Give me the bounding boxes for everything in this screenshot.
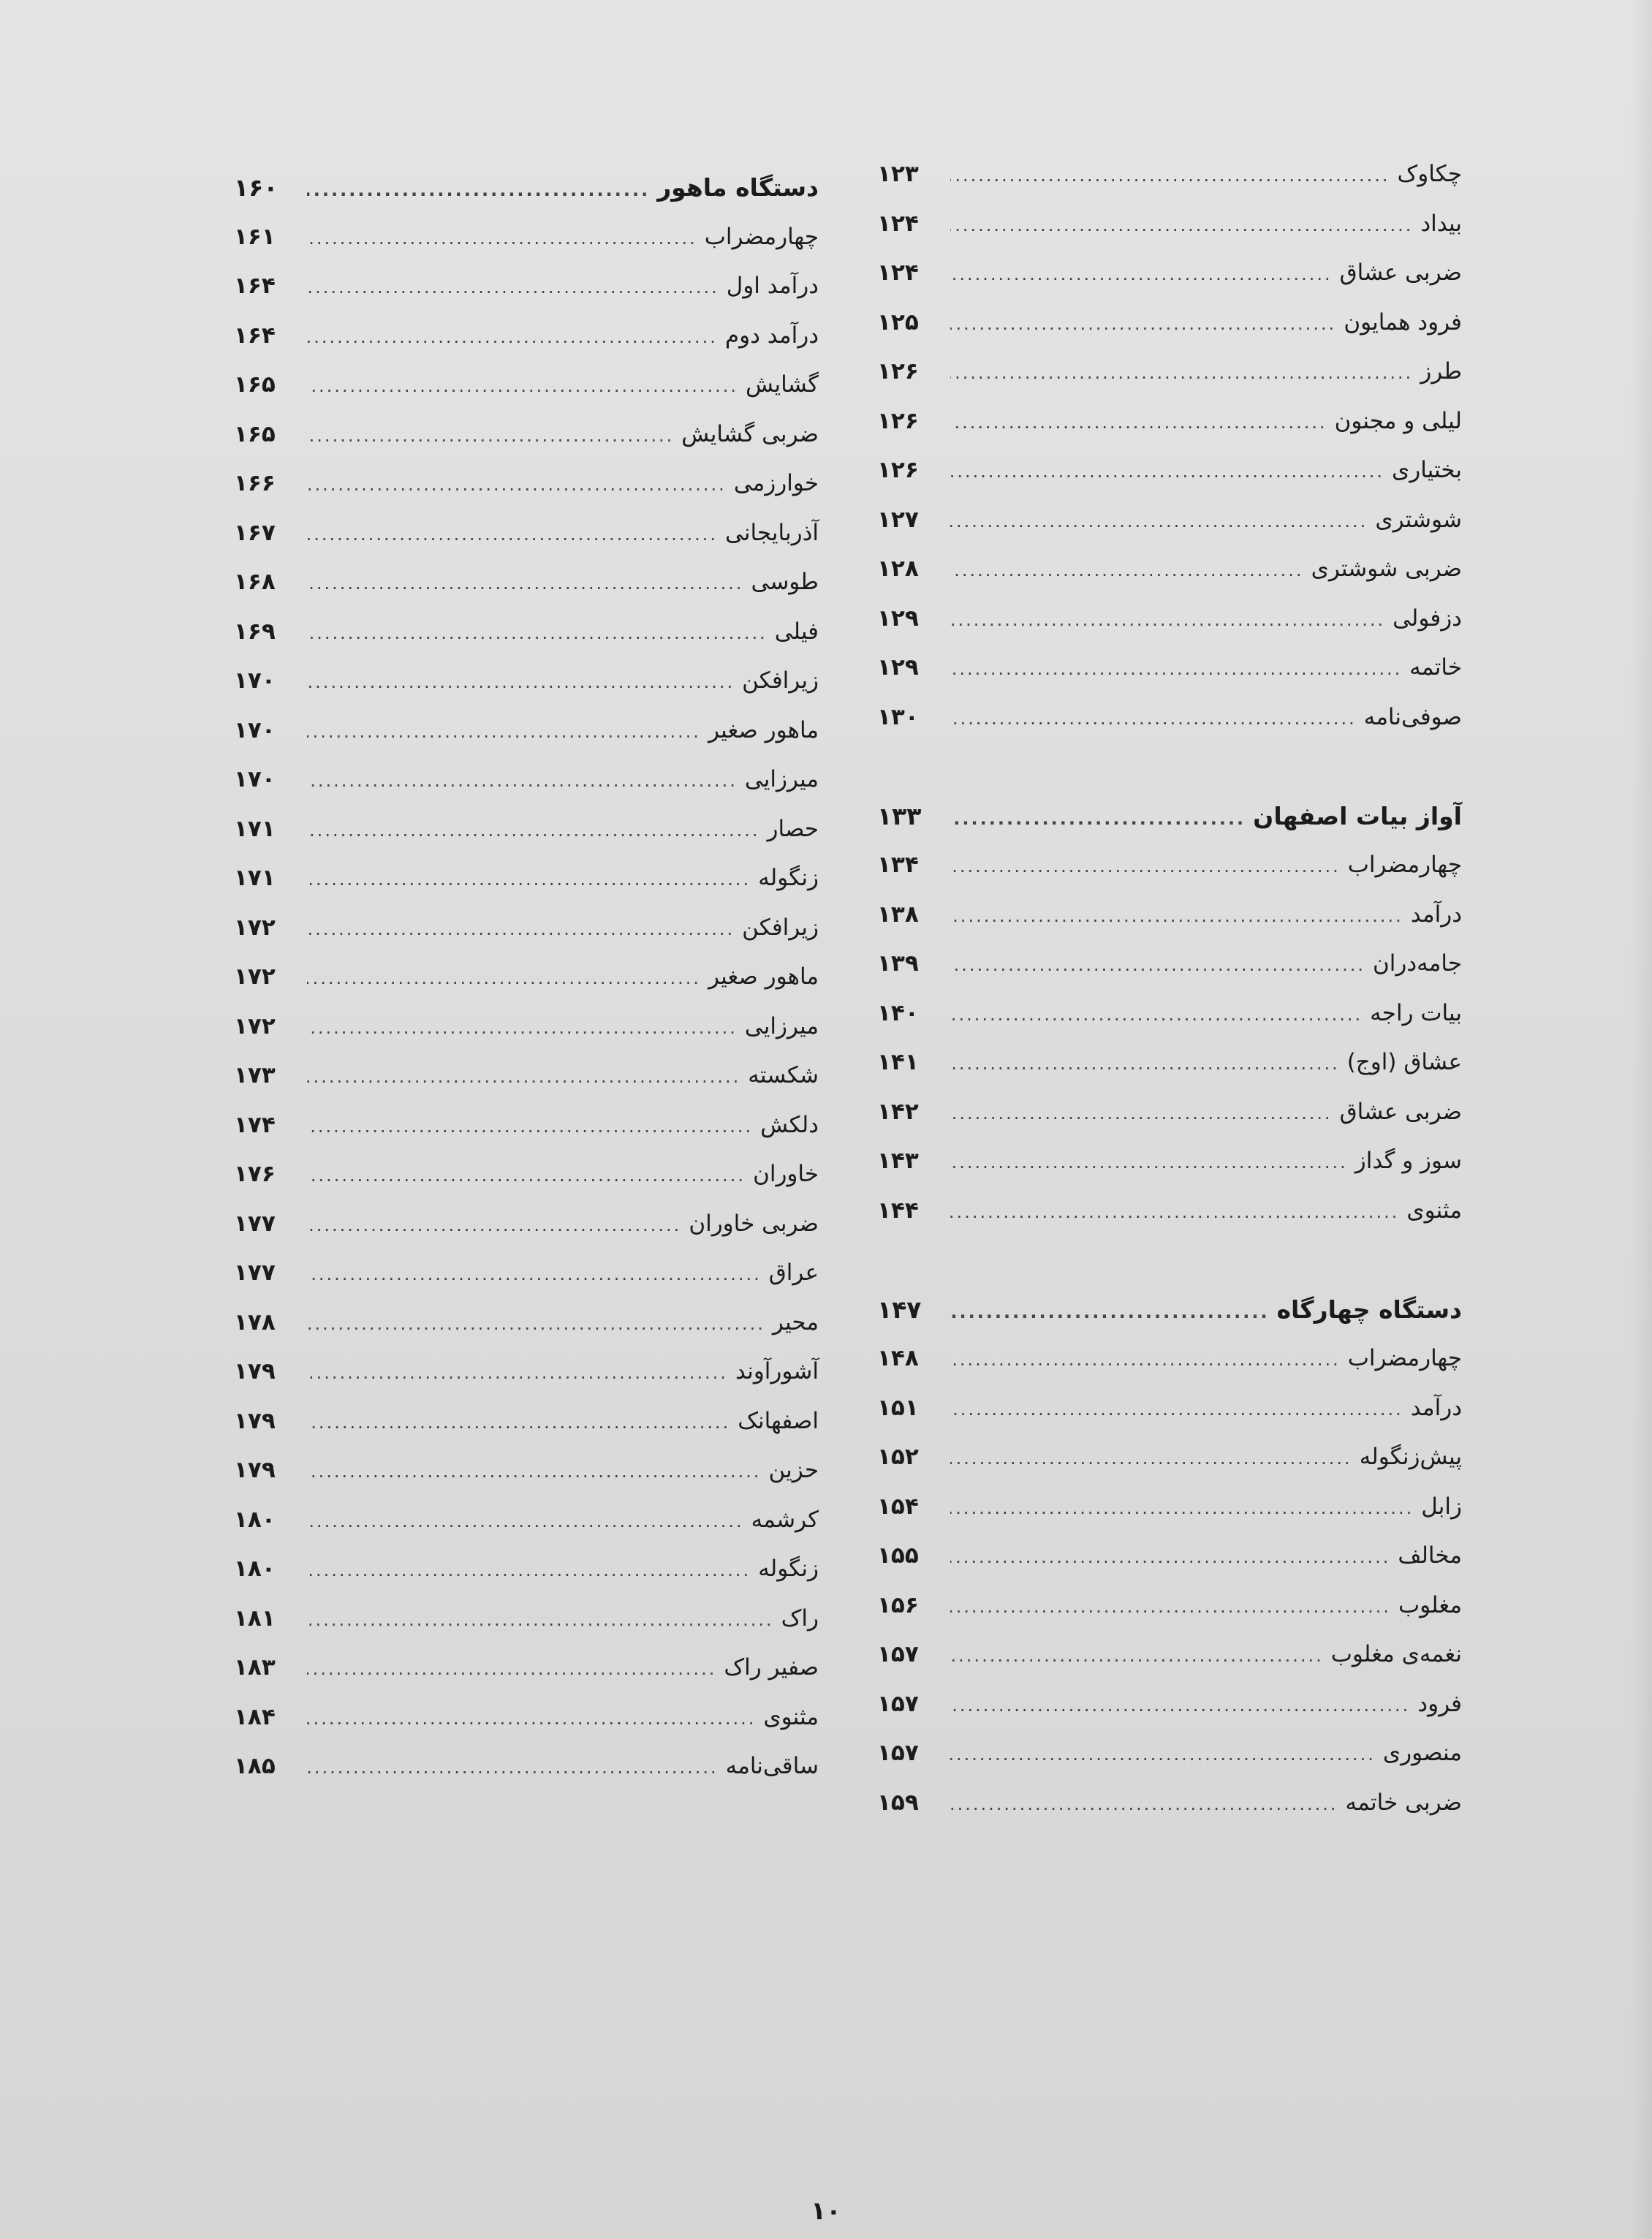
dot-leader [307, 1596, 774, 1645]
dot-leader [950, 1730, 1376, 1780]
toc-entry-title: درآمد اول [726, 273, 819, 299]
toc-entry-title: صوفی‌نامه [1363, 703, 1462, 730]
toc-entry-title: لیلی و مجنون [1334, 407, 1462, 434]
dot-leader [307, 559, 743, 609]
toc-entry-title: چهارمضراب [1347, 852, 1462, 878]
dot-leader [950, 645, 1402, 694]
toc-entry-title: فرود همایون [1344, 308, 1462, 336]
toc-entry-title: درآمد [1410, 1394, 1462, 1421]
toc-entry-page: ۱۷۷ [234, 1210, 276, 1237]
dot-leader [307, 1300, 765, 1349]
toc-entry-title: عراق [768, 1259, 819, 1286]
dot-leader [307, 461, 727, 510]
dot-leader [950, 892, 1403, 942]
toc-entry-page: ۱۶۱ [234, 223, 276, 250]
toc-entry-title: سوز و گداز [1354, 1148, 1462, 1174]
toc-entry-page: ۱۴۰ [877, 999, 919, 1026]
toc-entry-title: نغمه‌ی مغلوب [1330, 1641, 1462, 1667]
toc-entry [877, 1137, 1462, 1186]
dot-leader [307, 1349, 728, 1398]
toc-entry-title: چهارمضراب [1347, 1345, 1462, 1371]
dot-leader [307, 1102, 753, 1152]
toc-entry-page: ۱۷۷ [234, 1259, 276, 1286]
dot-leader [950, 990, 1363, 1040]
dot-leader [307, 1694, 756, 1744]
toc-entry-title: منصوری [1382, 1740, 1462, 1766]
toc-entry [234, 1101, 819, 1151]
dot-leader [307, 1004, 738, 1053]
toc-entry-page: ۱۵۴ [877, 1493, 919, 1520]
toc-entry [877, 1088, 1462, 1137]
toc-entry-title: کرشمه [751, 1506, 819, 1533]
toc-entry [234, 1545, 819, 1594]
toc-entry-title: فرود [1417, 1690, 1462, 1717]
toc-entry-title: حزین [768, 1457, 819, 1483]
toc-entry-page: ۱۳۸ [877, 901, 919, 928]
toc-entry-page: ۱۸۱ [234, 1605, 276, 1632]
dot-leader [307, 412, 674, 461]
dot-leader [950, 1780, 1338, 1830]
dot-leader [307, 1645, 716, 1694]
toc-entry-page: ۱۷۰ [234, 716, 276, 743]
toc-entry-title: فیلی [774, 618, 819, 645]
toc-entry-title: شکسته [748, 1062, 819, 1088]
toc-entry-title: ضربی خاوران [689, 1210, 819, 1237]
toc-entry-title: بیداد [1420, 210, 1462, 237]
toc-entry-page: ۱۲۹ [877, 605, 919, 632]
toc-entry-page: ۱۶۵ [234, 371, 276, 398]
toc-entry [234, 509, 819, 558]
toc-entry-title: چهارمضراب [704, 223, 819, 250]
toc-entry [234, 213, 819, 262]
toc-entry [877, 1038, 1462, 1088]
toc-entry [234, 1643, 819, 1693]
dot-leader [950, 447, 1384, 497]
toc-entry-title: ماهور صغیر [708, 716, 819, 743]
toc-entry [234, 1446, 819, 1496]
toc-entry-page: ۱۵۹ [877, 1789, 919, 1816]
dot-leader [950, 1484, 1414, 1534]
toc-entry-page: ۱۷۴ [234, 1111, 276, 1138]
toc-entry-page: ۱۷۳ [234, 1062, 276, 1088]
toc-entry [234, 410, 819, 460]
toc-entry-page: ۱۶۵ [234, 420, 276, 447]
toc-entry-page: ۱۲۶ [877, 407, 919, 434]
toc-entry [877, 200, 1462, 249]
dot-leader [307, 362, 738, 412]
dot-leader [950, 1434, 1352, 1484]
toc-entry-page: ۱۶۸ [234, 569, 276, 595]
toc-entry-page: ۱۳۰ [877, 703, 919, 730]
toc-entry-page: ۱۴۷ [877, 1295, 922, 1324]
toc-entry [234, 1249, 819, 1298]
toc-entry-page: ۱۳۳ [877, 801, 922, 830]
dot-leader [307, 1151, 746, 1201]
toc-entry-title: راک [781, 1605, 819, 1632]
dot-leader [950, 250, 1333, 300]
toc-entry [877, 939, 1462, 989]
toc-entry [234, 607, 819, 657]
toc-entry-title: بیات راجه [1370, 999, 1462, 1026]
dot-leader [307, 609, 768, 659]
toc-entry-page: ۱۲۴ [877, 259, 919, 286]
dot-leader [307, 1250, 762, 1300]
toc-entry [234, 1150, 819, 1200]
dot-leader [950, 842, 1341, 892]
dot-leader [307, 1201, 681, 1251]
toc-entry-page: ۱۵۱ [877, 1394, 919, 1421]
toc-entry-title: طوسی [751, 569, 819, 595]
toc-entry [877, 545, 1462, 594]
toc-entry-page: ۱۶۴ [234, 322, 276, 349]
toc-entry-title: خاتمه [1409, 654, 1462, 681]
dot-leader [950, 546, 1304, 596]
toc-entry-page: ۱۴۸ [877, 1345, 919, 1371]
toc-entry-title: حصار [767, 815, 819, 842]
toc-entry [877, 1729, 1462, 1778]
dot-leader [307, 1546, 751, 1596]
toc-entry [234, 1347, 819, 1397]
dot-leader [950, 1089, 1333, 1139]
toc-section-heading [877, 1285, 1462, 1335]
toc-entry [877, 1186, 1462, 1236]
toc-entry-page: ۱۸۵ [234, 1753, 276, 1779]
toc-entry-page: ۱۷۲ [234, 914, 276, 941]
page-number: ۱۰ [811, 2197, 841, 2226]
toc-entry-page: ۱۷۹ [234, 1407, 276, 1434]
dot-leader [307, 166, 650, 216]
dot-leader [950, 497, 1368, 547]
dot-leader [950, 1385, 1403, 1435]
toc-entry-page: ۱۵۷ [877, 1740, 919, 1766]
toc-entry-title: دستگاه ماهور [657, 173, 819, 202]
dot-leader [950, 596, 1385, 645]
toc-entry-page: ۱۲۳ [877, 161, 919, 187]
toc-entry-page: ۱۸۰ [234, 1556, 276, 1582]
toc-entry-page: ۱۷۰ [234, 766, 276, 792]
toc-entry-title: پیش‌زنگوله [1359, 1444, 1462, 1470]
toc-entry-title: آواز بیات اصفهان [1253, 801, 1462, 830]
dot-leader [307, 313, 718, 363]
toc-entry-page: ۱۳۹ [877, 950, 919, 977]
toc-entry [234, 1693, 819, 1743]
toc-entry-title: گشایش [745, 371, 819, 398]
toc-entry [877, 347, 1462, 397]
toc-entry-title: میرزایی [744, 766, 819, 792]
dot-leader [950, 300, 1336, 349]
toc-entry-title: درآمد دوم [724, 322, 819, 349]
toc-entry [234, 1298, 819, 1348]
toc-entry-title: شوشتری [1375, 506, 1462, 533]
toc-entry-title: مخالف [1398, 1542, 1462, 1569]
toc-entry [234, 1200, 819, 1249]
dot-leader [950, 1288, 1270, 1338]
toc-entry-page: ۱۸۴ [234, 1703, 276, 1730]
dot-leader [950, 1632, 1324, 1681]
toc-entry [234, 706, 819, 756]
toc-entry-page: ۱۷۹ [234, 1457, 276, 1483]
toc-entry-page: ۱۴۴ [877, 1197, 919, 1224]
toc-entry-title: جامه‌دران [1373, 950, 1462, 977]
dot-leader [307, 806, 760, 856]
toc-entry-title: زیرافکن [742, 914, 819, 941]
toc-entry-title: اصفهانک [738, 1407, 819, 1434]
toc-entry [234, 360, 819, 410]
toc-entry-page: ۱۲۶ [877, 457, 919, 483]
toc-entry-page: ۱۳۴ [877, 852, 919, 878]
toc-entry-page: ۱۸۳ [234, 1654, 276, 1681]
toc-entry [877, 249, 1462, 298]
toc-entry [234, 311, 819, 361]
dot-leader [307, 658, 735, 708]
toc-entry-title: ساقی‌نامه [725, 1753, 819, 1779]
toc-entry [877, 446, 1462, 496]
toc-entry-title: دزفولی [1393, 605, 1462, 632]
toc-entry-page: ۱۷۲ [234, 963, 276, 990]
toc-entry [877, 1531, 1462, 1581]
toc-entry-title: زنگوله [758, 1556, 819, 1582]
toc-entry [877, 150, 1462, 200]
toc-entry [234, 1397, 819, 1447]
toc-entry-page: ۱۶۰ [234, 173, 279, 202]
dot-leader [307, 263, 719, 313]
toc-entry-title: زنگوله [758, 865, 819, 891]
toc-entry-title: محیر [772, 1308, 819, 1336]
toc-entry-title: زیرافکن [742, 667, 819, 694]
toc-entry-page: ۱۷۱ [234, 865, 276, 891]
toc-entry-page: ۱۷۱ [234, 815, 276, 842]
toc-entry [877, 496, 1462, 545]
toc-entry-title: آذربایجانی [724, 519, 819, 546]
toc-entry [877, 693, 1462, 743]
dot-leader [307, 905, 735, 955]
toc-entry-page: ۱۷۶ [234, 1161, 276, 1187]
toc-entry-title: ضربی عشاق [1339, 259, 1462, 286]
toc-entry-title: بختیاری [1391, 457, 1462, 483]
toc-entry [234, 558, 819, 607]
toc-entry-title: دستگاه چهارگاه [1276, 1295, 1462, 1324]
toc-entry-page: ۱۴۳ [877, 1148, 919, 1174]
page-edge-shadow [1630, 0, 1652, 2239]
toc-entry [877, 1482, 1462, 1532]
toc-entry-page: ۱۶۶ [234, 470, 276, 496]
toc-entry [234, 459, 819, 509]
dot-leader [950, 1533, 1390, 1583]
toc-entry-page: ۱۷۲ [234, 1012, 276, 1039]
toc-entry-page: ۱۲۴ [877, 210, 919, 237]
toc-entry-title: مثنوی [763, 1703, 819, 1730]
dot-leader [950, 1336, 1341, 1385]
toc-entry-title: میرزایی [744, 1012, 819, 1039]
toc-section-gap [877, 1235, 1462, 1285]
toc-entry-title: مغلوب [1398, 1591, 1462, 1618]
toc-entry-page: ۱۷۰ [234, 667, 276, 694]
dot-leader [307, 1398, 730, 1448]
toc-entry [877, 1581, 1462, 1631]
dot-leader [950, 694, 1357, 744]
toc-entry-page: ۱۵۵ [877, 1542, 919, 1569]
toc-entry [877, 1433, 1462, 1482]
dot-leader [307, 510, 718, 560]
toc-entry [234, 854, 819, 903]
toc-section-gap [877, 742, 1462, 792]
toc-entry-title: آشورآوند [735, 1358, 819, 1384]
toc-entry [877, 890, 1462, 940]
toc-entry [234, 1594, 819, 1644]
dot-leader [950, 151, 1390, 201]
dot-leader [307, 954, 701, 1004]
dot-leader [950, 941, 1365, 990]
toc-entry-page: ۱۵۲ [877, 1444, 919, 1470]
toc-entry-page: ۱۲۹ [877, 654, 919, 681]
toc-entry [877, 1384, 1462, 1433]
toc-entry [877, 1778, 1462, 1828]
toc-entry-page: ۱۶۹ [234, 618, 276, 645]
toc-entry-page: ۱۲۷ [877, 506, 919, 533]
toc-entry [234, 952, 819, 1002]
toc-entry-page: ۱۲۵ [877, 308, 919, 336]
toc-entry-page: ۱۷۸ [234, 1308, 276, 1336]
toc-entry-title: ضربی عشاق [1339, 1098, 1462, 1125]
toc-entry-page: ۱۵۷ [877, 1690, 919, 1717]
dot-leader [950, 349, 1413, 398]
toc-entry [877, 594, 1462, 644]
toc-entry [877, 643, 1462, 693]
toc-column-right [877, 150, 1462, 1827]
toc-entry-title: عشاق (اوج) [1346, 1049, 1462, 1075]
toc-entry [877, 1680, 1462, 1730]
toc-entry-page: ۱۴۱ [877, 1049, 919, 1075]
toc-entry-title: زابل [1421, 1493, 1462, 1520]
toc-entry [234, 805, 819, 855]
toc-entry [877, 397, 1462, 447]
toc-entry-page: ۱۷۹ [234, 1358, 276, 1384]
toc-entry-title: چکاوک [1397, 161, 1462, 187]
toc-entry-page: ۱۵۶ [877, 1591, 919, 1618]
toc-entry-title: دلکش [760, 1111, 819, 1138]
toc-entry [877, 841, 1462, 890]
toc-section-heading [234, 163, 819, 213]
toc-entry-title: درآمد [1410, 901, 1462, 928]
toc-entry [234, 1051, 819, 1101]
toc-entry-page: ۱۵۷ [877, 1641, 919, 1667]
toc-entry [877, 989, 1462, 1039]
dot-leader [950, 1039, 1340, 1089]
dot-leader [307, 1497, 744, 1547]
dot-leader [950, 398, 1327, 448]
toc-entry-page: ۱۶۷ [234, 519, 276, 546]
toc-entry [234, 656, 819, 706]
dot-leader [950, 1583, 1391, 1632]
toc-column-left [234, 163, 819, 1792]
toc-entry-title: مثنوی [1406, 1197, 1462, 1224]
dot-leader [950, 1681, 1410, 1731]
toc-entry-page: ۱۴۲ [877, 1098, 919, 1125]
dot-leader [307, 214, 697, 264]
toc-entry-title: ماهور صغیر [708, 963, 819, 990]
toc-entry-page: ۱۲۸ [877, 556, 919, 582]
toc-entry-title: طرز [1420, 358, 1462, 384]
toc-entry [877, 1630, 1462, 1680]
dot-leader [307, 1447, 762, 1497]
toc-entry [234, 1742, 819, 1792]
dot-leader [307, 1053, 740, 1102]
dot-leader [950, 201, 1413, 251]
toc-entry [234, 903, 819, 953]
dot-leader [950, 795, 1246, 844]
toc-entry-title: صفیر راک [724, 1654, 819, 1681]
toc-entry-title: ضربی گشایش [681, 420, 819, 447]
toc-entry [234, 1496, 819, 1545]
toc-entry [234, 755, 819, 805]
toc-entry-page: ۱۸۰ [234, 1506, 276, 1533]
dot-leader [307, 855, 751, 905]
toc-entry-title: ضربی شوشتری [1311, 556, 1462, 582]
toc-entry-page: ۱۶۴ [234, 273, 276, 299]
toc-entry-title: ضربی خاتمه [1345, 1789, 1462, 1816]
toc-entry [234, 1002, 819, 1052]
dot-leader [950, 1138, 1348, 1188]
toc-section-heading [877, 792, 1462, 841]
dot-leader [307, 757, 738, 806]
toc-entry [877, 1334, 1462, 1384]
toc-entry-title: خاوران [753, 1161, 819, 1187]
dot-leader [307, 708, 701, 757]
toc-entry [234, 262, 819, 311]
toc-entry [877, 298, 1462, 348]
dot-leader [950, 1188, 1399, 1238]
toc-entry-title: خوارزمی [733, 470, 819, 496]
toc-entry-page: ۱۲۶ [877, 358, 919, 384]
dot-leader [307, 1743, 719, 1793]
